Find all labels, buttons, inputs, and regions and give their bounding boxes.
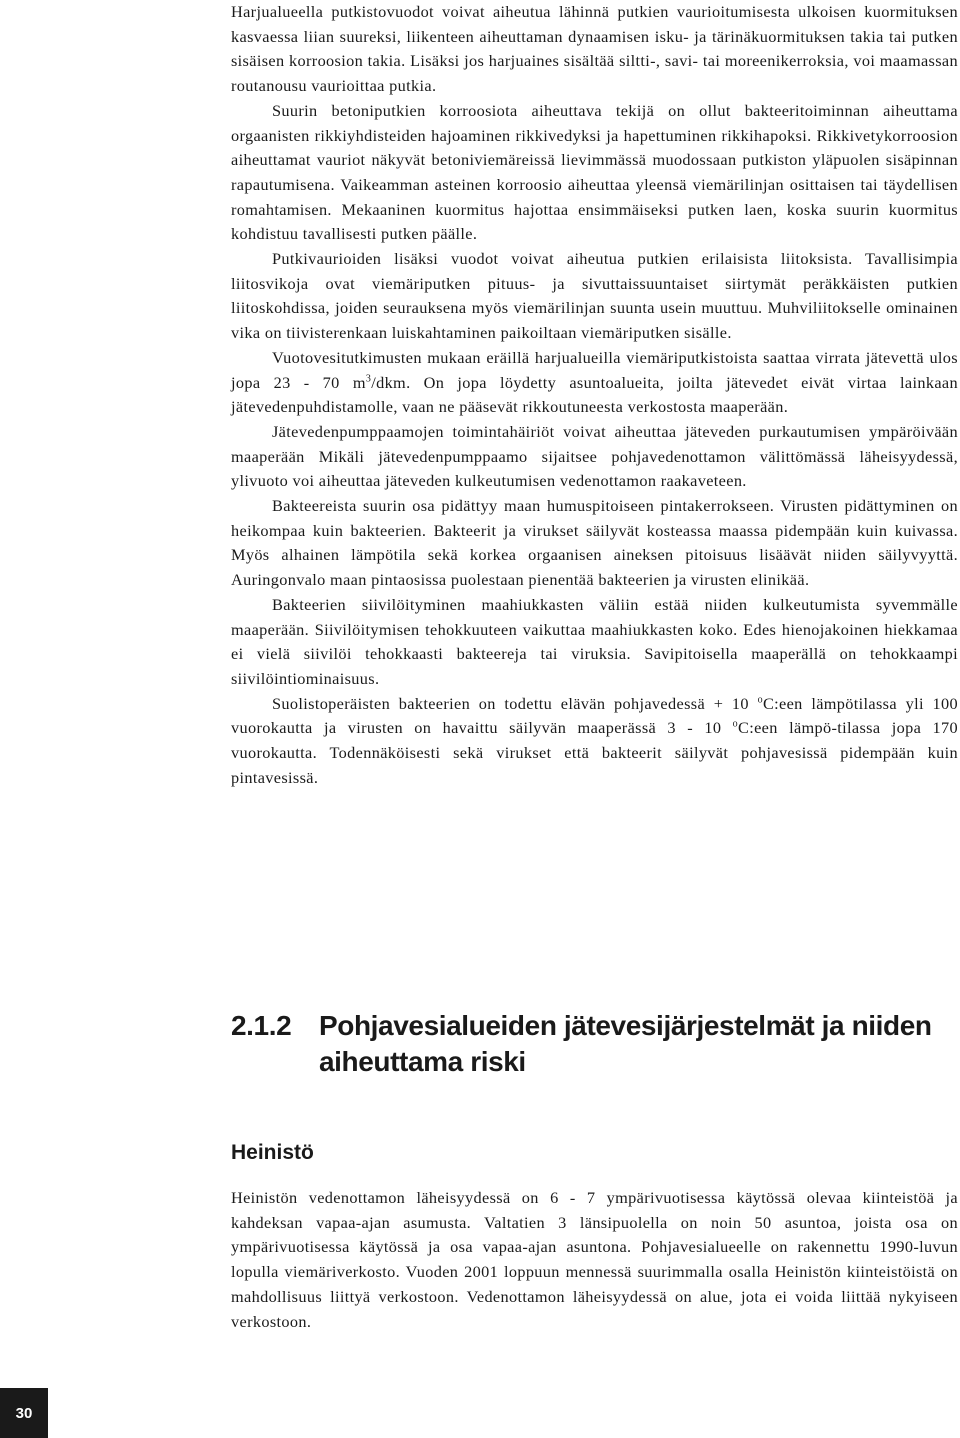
survival-text-2: C:een lämpötilassa yli 100 vuorokautta ja virusten on havaittu säilyvän maaperässä 3 - 10 (231, 693, 958, 738)
degree-superscript-2: o (732, 718, 739, 730)
paragraph-bacteria-survival (231, 692, 958, 791)
paragraph-joint-defects: Putkivaurioiden lisäksi vuodot voivat aiheutua putkien erilaisista liitoksista. Tavallisimpia liitosvikoja ovat viemäriputken pituus- ja sivuttaissuuntaiset siirtymät peräkkäisten putkien liitoskohdissa, joiden seurauksena myös viemärilinjan suunta usein muuttuu. Muhviliitokselle ominainen vika on tiivisterenkaan luiskahtaminen paikoiltaan viemäriputken sisälle. (231, 249, 958, 343)
paragraph-pipe-leaks: Harjualueella putkistovuodot voivat aiheutua lähinnä putkien vaurioitumisesta ulkoisen kuormituksen kasvaessa liian suureksi, liikenteen aiheuttaman dynaamisen isku- ja tärinäkuormituksen takia tai putken sisäisen korroosion takia. Lisäksi jos harjuaines sisältää siltti-, savi- tai moreenikerroksia, voi maamassan routanousu vaurioittaa putkia. (231, 2, 958, 96)
leak-text-before: Vuotovesitutkimusten mukaan eräillä harjualueilla viemäriputkistoista saattaa virrata jätevettä ulos jopa 23 - 70 m (231, 347, 958, 392)
section-title-line1: Pohjavesialueiden jätevesijärjestelmät ja niiden (319, 1010, 932, 1041)
leak-text-after: /dkm. On jopa löydetty asuntoalueita, joilta jätevedet eivät virtaa lainkaan jätevedenpuhdistamolle, vaan ne pääsevät rikkoutuneesta verkostosta maaperään. (231, 372, 958, 417)
section-number: 2.1.2 (231, 1010, 292, 1041)
survival-text-1: Suolistoperäisten bakteerien on todettu elävän pohjavedessä + 10 (272, 693, 758, 713)
paragraph-pumping-station: Jätevedenpumppaamojen toimintahäiriöt voivat aiheuttaa jäteveden purkautumisen ympäröivään maaperään Mikäli jätevedenpumppaamo sijaitsee pohjavedenottamon välittömässä läheisyydessä, ylivuoto voi aiheuttaa jäteveden kulkeutumisen vedenottamon raakaveteen. (231, 421, 958, 491)
degree-superscript-1: o (757, 694, 763, 706)
document-body (231, 0, 958, 791)
paragraph-bacteria-retention: Bakteereista suurin osa pidättyy maan humuspitoiseen pintakerrokseen. Virusten pidättyminen on heikompaa kuin bakteerien. Bakteerit ja virukset säilyvät kosteassa maassa pidempään kuin kuivassa. Myös alhainen lämpötila sekä korkea orgaanisen aineksen pitoisuus lisäävät niiden säilyvyyttä. Auringonvalo maan pintaosissa puolestaan pienentää bakteerien ja virusten elinikää. (231, 496, 958, 590)
paragraph-leak-studies (231, 346, 958, 420)
subsection-body (231, 1186, 958, 1334)
paragraph-concrete-corrosion: Suurin betoniputkien korroosiota aiheuttava tekijä on ollut bakteeritoiminnan aiheuttama orgaanisten rikkiyhdisteiden hajoaminen rikkivedyksi ja hapettuminen rikkihapoksi. Rikkivetykorroosion aiheuttamat vauriot näkyvät betoniviemäreissä lievimmässä muodossaan putkiston yläpuolen sisäpinnan rapautumisena. Vaikeamman asteinen korroosio aiheuttaa yleensä viemärilinjan osittaisen tai täydellisen romahtamisen. Mekaaninen kuormitus hajottaa ensimmäiseksi putken laen, koska suurin kuormitus kohdistuu tavallisesti putken päälle. (231, 100, 958, 244)
section-heading (231, 1008, 958, 1080)
survival-text-3: C:een lämpö-tilassa jopa 170 vuorokautta. Todennäköisesti sekä virukset että bakteerit säilyvät pohjavesissä pidempään kuin pintavesissä. (231, 718, 958, 787)
page-number: 30 (15, 1404, 33, 1422)
paragraph-bacteria-filtering: Bakteerien siivilöityminen maahiukkasten väliin estää niiden kulkeutumista syvemmälle maaperään. Siivilöitymisen tehokkuuteen vaikuttaa maahiukkasten koko. Edes hienojakoinen hiekkamaa ei vielä siivilöi tehokkaasti bakteereja tai viruksia. Savipitoisella maaperällä on tehokkaampi siivilöintiominaisuus. (231, 594, 958, 688)
page-number-badge (0, 1388, 48, 1438)
subsection-heading: Heinistö (231, 1141, 314, 1164)
section-title-line2: aiheuttama riski (319, 1046, 526, 1077)
paragraph-heinisto: Heinistön vedenottamon läheisyydessä on 6 - 7 ympärivuotisessa käytössä olevaa kiinteistöä ja kahdeksan vapaa-ajan asumusta. Valtatien 3 länsipuolella on noin 50 asuntoa, joista osa on ympärivuotisessa käytössä ja osa vapaa-ajan asuntona. Pohjavesialueelle on rakennettu 1990-luvun lopulla viemäriverkosto. Vuoden 2001 loppuun mennessä suurimmalla osalla Heinistön kiinteistöistä on mahdollisuus liittyä verkostoon. Vedenottamon läheisyydessä on alue, jota ei voida liittää nykyiseen verkostoon. (231, 1188, 958, 1331)
leak-superscript: 3 (365, 373, 372, 385)
